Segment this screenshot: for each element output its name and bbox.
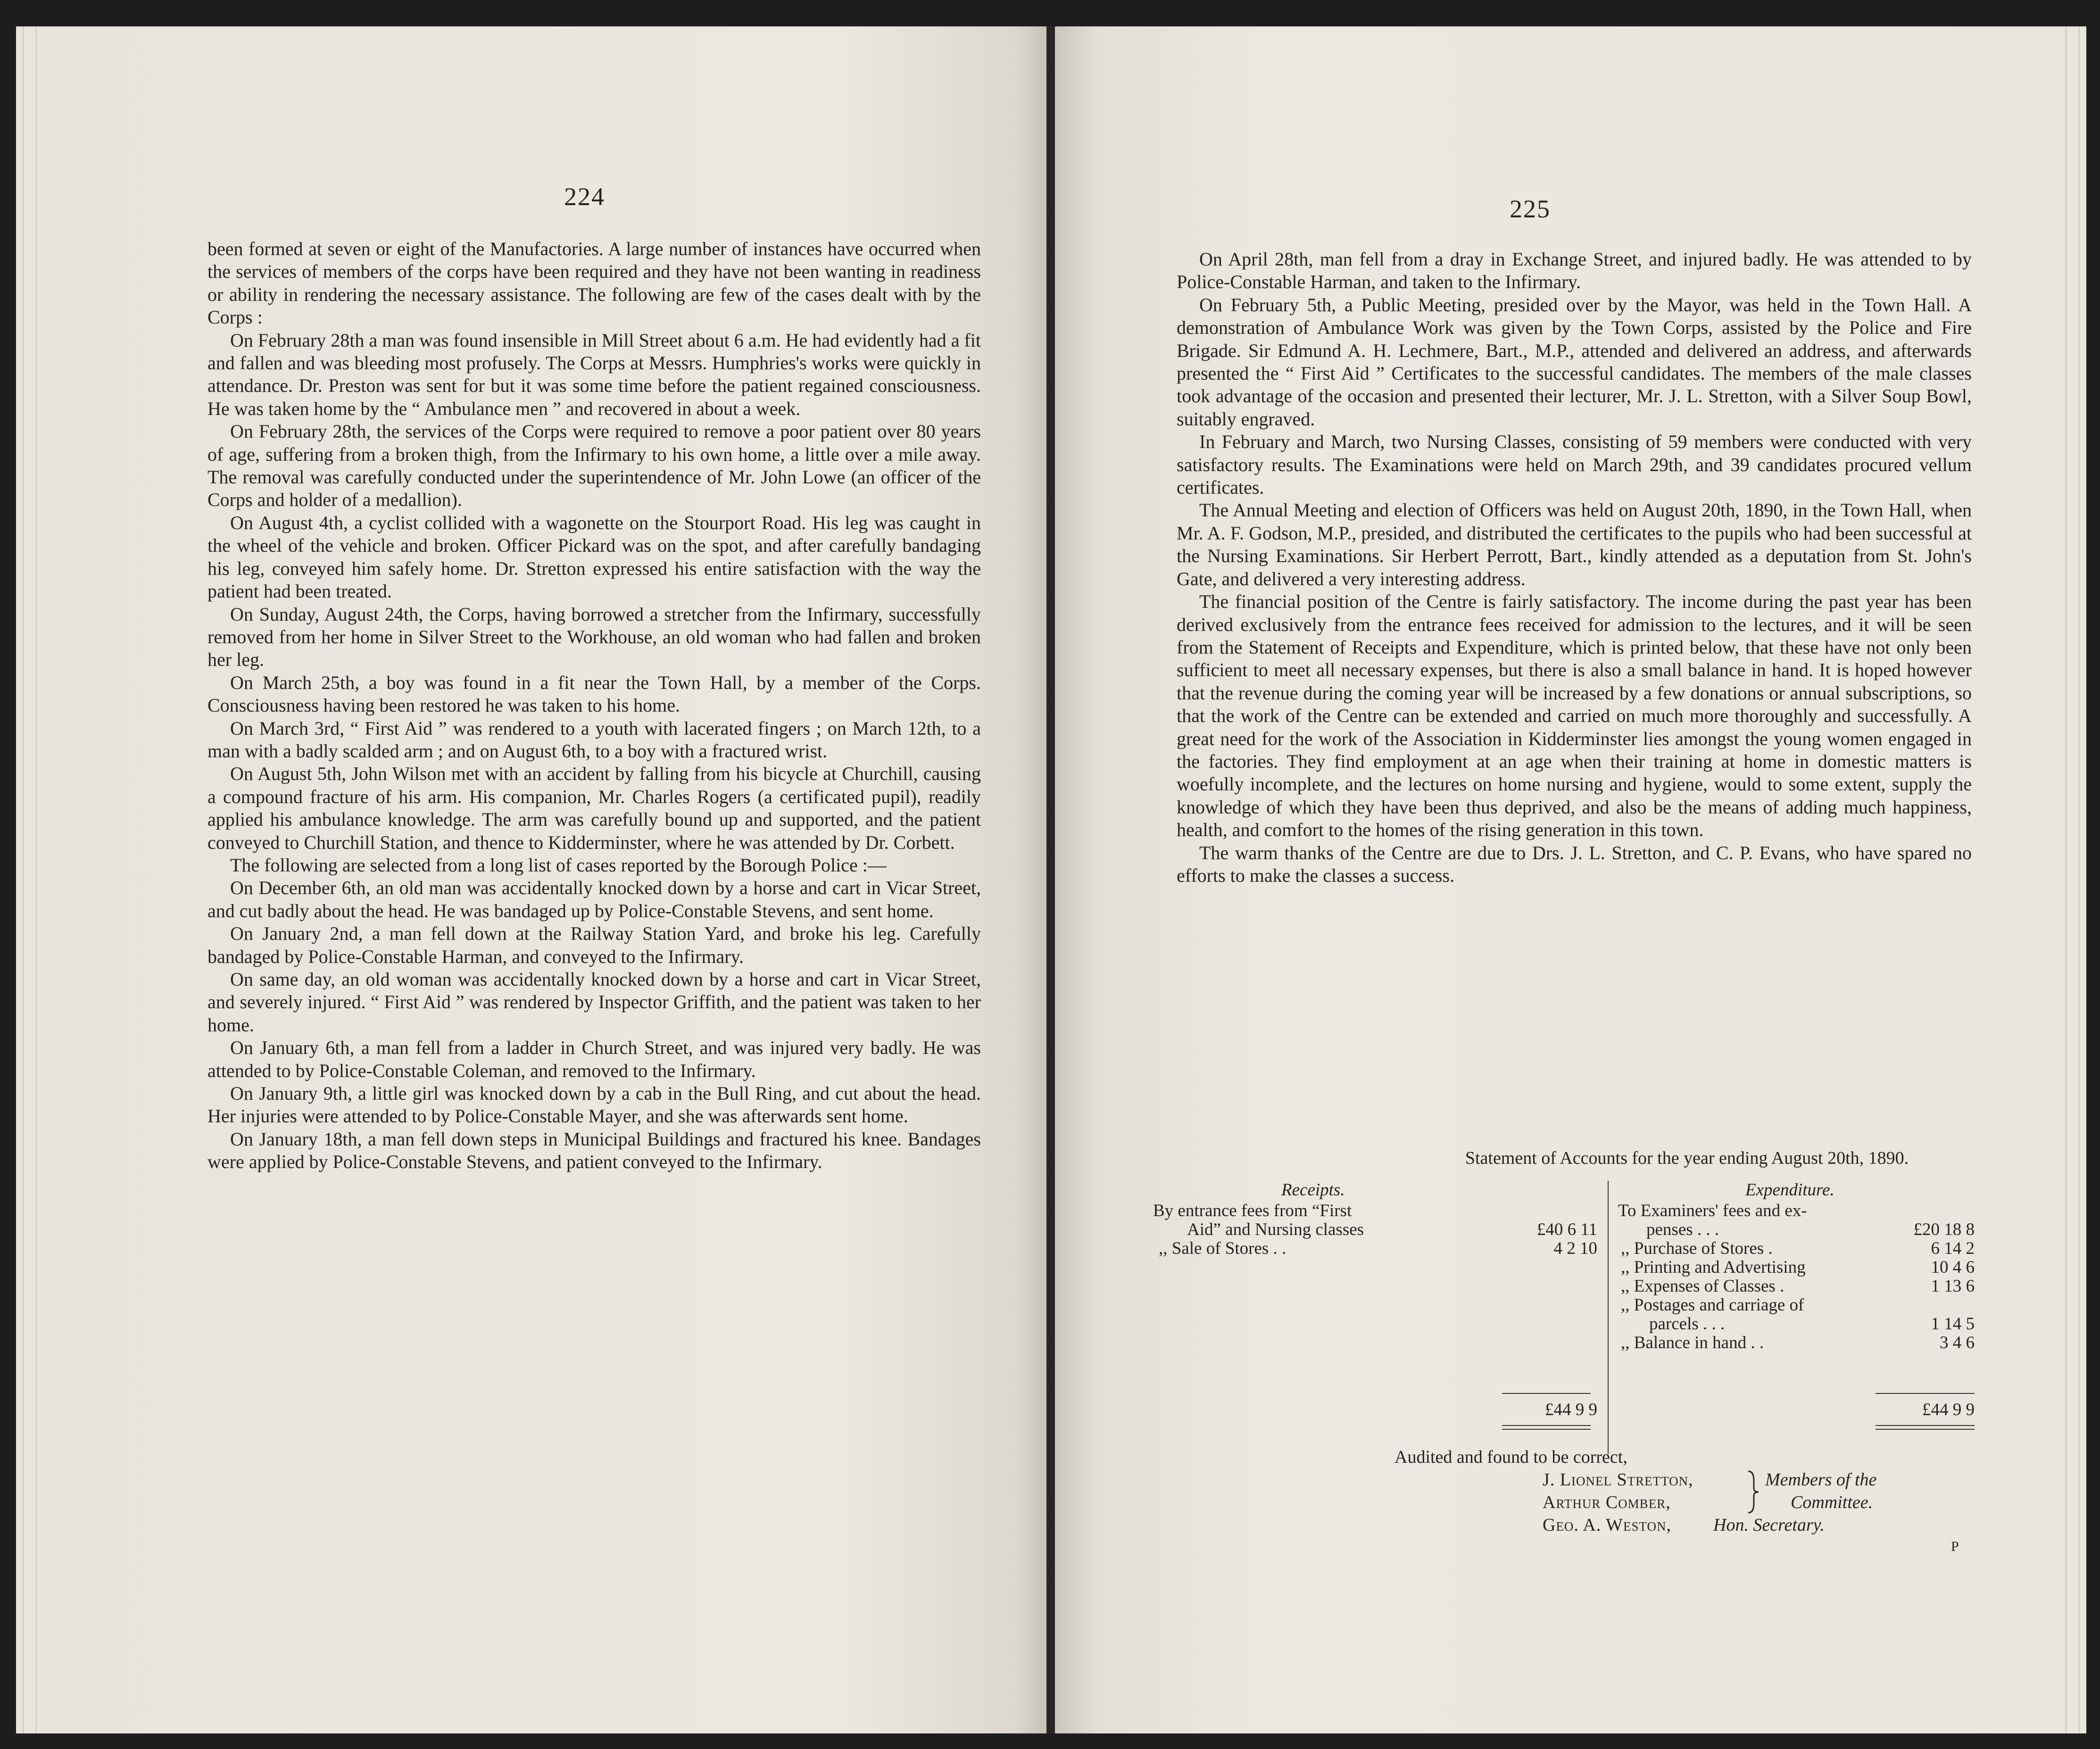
secretary-title: Hon. Secretary. bbox=[1713, 1515, 1825, 1535]
expenditure-total: £44 9 9 bbox=[1922, 1400, 1975, 1419]
receipts-heading: Receipts. bbox=[1281, 1180, 1345, 1200]
right-page bbox=[1055, 26, 2086, 1733]
paragraph: The following are selected from a long list of cases reported by the Borough Police :— bbox=[230, 854, 887, 876]
paragraph: On February 5th, a Public Meeting, presided over by the Mayor, was held in the Town Hall. A demonstration of Ambulance Work was given by the Town Corps, assisted by the Police and Fire Brigade. Sir Edmund A. H. Lechmere, Bart., M.P., attended and delivered an address, and afterwards presented the “ First Aid ” Certificates to the successful candidates. The members of the male classes took advantage of the occasion and presented their lecturer, Mr. J. L. Stretton, with a Silver Soup Bowl, suitably engraved. bbox=[1177, 294, 1972, 430]
paragraph: On April 28th, man fell from a dray in Exchange Street, and injured badly. He was attended to by Police-Constable Harman, and taken to the Infirmary. bbox=[1177, 249, 1972, 293]
auditor-name: Arthur Comber, bbox=[1543, 1492, 1671, 1512]
expenditure-amount: 10 4 6 bbox=[1931, 1258, 1975, 1277]
paragraph: On March 25th, a boy was found in a fit near the Town Hall, by a member of the Corps. Consciousness having been restored he was taken to his home. bbox=[208, 671, 981, 716]
expenditure-line: ,, Balance in hand . . bbox=[1621, 1333, 1764, 1352]
page-number: 224 bbox=[564, 182, 605, 211]
left-page-body bbox=[208, 238, 981, 1174]
total-rule bbox=[1502, 1393, 1591, 1394]
receipt-line: By entrance fees from “First bbox=[1153, 1201, 1352, 1220]
committee-label: Committee. bbox=[1791, 1492, 1873, 1512]
paragraph: On January 2nd, a man fell down at the Railway Station Yard, and broke his leg. Carefully bandaged by Police-Constable Harman, and conveyed to the Infirmary. bbox=[208, 923, 981, 967]
paragraph: On January 6th, a man fell from a ladder in Church Street, and was injured very badly. He was attended to by Police-Constable Coleman, and removed to the Infirmary. bbox=[208, 1037, 981, 1081]
committee-label: Members of the bbox=[1765, 1470, 1877, 1490]
paragraph: On Sunday, August 24th, the Corps, having borrowed a stretcher from the Infirmary, successfully removed from her home in Silver Street to the Workhouse, an old woman who had fallen and broken her leg. bbox=[208, 603, 981, 671]
paragraph: On March 3rd, “ First Aid ” was rendered to a youth with lacerated fingers ; on March 12th, to a man with a badly scalded arm ; and on August 6th, to a boy with a fractured wrist. bbox=[208, 717, 981, 762]
paragraph: On December 6th, an old man was accidentally knocked down by a horse and cart in Vicar Street, and cut badly about the head. He was bandaged up by Police-Constable Stevens, and sent home. bbox=[208, 877, 981, 921]
paragraph: On August 4th, a cyclist collided with a wagonette on the Stourport Road. His leg was caught in the wheel of the vehicle and broken. Officer Pickard was on the spot, and after carefully bandaging his leg, conveyed him safely home. Dr. Stretton expressed his entire satisfaction with the way the patient had been treated. bbox=[208, 512, 981, 602]
expenditure-line: To Examiners' fees and ex- bbox=[1618, 1201, 1807, 1220]
expenditure-heading: Expenditure. bbox=[1745, 1180, 1834, 1200]
total-rule bbox=[1876, 1425, 1975, 1426]
expenditure-line: parcels . . . bbox=[1649, 1314, 1725, 1334]
paragraph: On January 18th, a man fell down steps in Municipal Buildings and fractured his knee. Bandages were applied by Police-Constable Stevens, and patient conveyed to the Infirmary. bbox=[208, 1128, 981, 1173]
book-spread bbox=[16, 26, 2086, 1733]
total-rule bbox=[1876, 1393, 1975, 1394]
paragraph: On August 5th, John Wilson met with an accident by falling from his bicycle at Churchill, causing a compound fracture of his arm. His companion, Mr. Charles Rogers (a certificated pupil), readily applied his ambulance knowledge. The arm was carefully bound up and supported, and the patient conveyed to Churchill Station, and thence to Kidderminster, where he was attended by Dr. Corbett. bbox=[208, 763, 981, 853]
expenditure-amount: 6 14 2 bbox=[1931, 1239, 1975, 1258]
paragraph: On same day, an old woman was accidentally knocked down by a horse and cart in Vicar Street, and severely injured. “ First Aid ” was rendered by Inspector Griffith, and the patient was taken to her home. bbox=[208, 969, 981, 1036]
receipt-line: ,, Sale of Stores . . bbox=[1159, 1239, 1287, 1258]
signature-mark: P bbox=[1951, 1539, 1959, 1554]
receipt-amount: 4 2 10 bbox=[1553, 1239, 1597, 1258]
secretary-name: Geo. A. Weston, bbox=[1543, 1515, 1671, 1535]
total-rule bbox=[1876, 1429, 1975, 1430]
book-gutter bbox=[1046, 26, 1055, 1733]
paragraph: In February and March, two Nursing Classes, consisting of 59 members were conducted with very satisfactory results. The Examinations were held on March 29th, and 39 candidates procured vellum certificates. bbox=[1177, 431, 1972, 498]
paragraph: been formed at seven or eight of the Manufactories. A large number of instances have occurred when the services of members of the corps have been required and they have not been wanting in readiness or ability in rendering the necessary assistance. The following are few of the cases dealt with by the Corps : bbox=[208, 238, 981, 328]
expenditure-amount: £20 18 8 bbox=[1913, 1220, 1975, 1239]
page-number: 225 bbox=[1510, 195, 1551, 223]
expenditure-amount: 1 14 5 bbox=[1931, 1314, 1975, 1334]
paragraph: The warm thanks of the Centre are due to Drs. J. L. Stretton, and C. P. Evans, who have spared no efforts to make the classes a success. bbox=[1177, 842, 1972, 886]
auditor-name: J. Lionel Stretton, bbox=[1543, 1470, 1693, 1490]
expenditure-line: ,, Postages and carriage of bbox=[1621, 1295, 1804, 1315]
page-edge-lines bbox=[23, 26, 37, 1733]
paragraph: On February 28th a man was found insensible in Mill Street about 6 a.m. He had evidently had a fit and fallen and was bleeding most profusely. The Corps at Messrs. Humphries's works were quickly in attendance. Dr. Preston was sent for but it was some time before the patient regained consciousness. He was taken home by the “ Ambulance men ” and recovered in about a week. bbox=[208, 329, 981, 419]
column-divider bbox=[1608, 1181, 1609, 1454]
receipts-total: £44 9 9 bbox=[1545, 1400, 1597, 1419]
total-rule bbox=[1502, 1425, 1591, 1426]
left-page bbox=[16, 26, 1046, 1733]
paragraph: On January 9th, a little girl was knocked down by a cab in the Bull Ring, and cut about the head. Her injuries were attended to by Police-Constable Mayer, and she was afterwards sent home. bbox=[208, 1083, 981, 1127]
paragraph: The financial position of the Centre is fairly satisfactory. The income during the past year has been derived exclusively from the entrance fees received for admission to the lectures, and it will be seen from the Statement of Receipts and Expenditure, which is printed below, that these have not only been sufficient to meet all necessary expenses, but there is also a small balance in hand. It is hoped however that the revenue during the coming year will be increased by a few donations or annual subscriptions, so that the work of the Centre can be extended and carried on much more thoroughly and successfully. A great need for the work of the Association in Kidderminster lies amongst the young women engaged in the factories. They find employment at an age when their training at home in domestic matters is woefully incomplete, and the lectures on home nursing and hygiene, would to some extent, supply the knowledge of which they have been thus deprived, and also be the means of adding much happiness, health, and comfort to the homes of the rising generation in this town. bbox=[1177, 591, 1972, 841]
statement-title: Statement of Accounts for the year ending August 20th, 1890. bbox=[1465, 1148, 1909, 1168]
expenditure-line: ,, Purchase of Stores . bbox=[1621, 1239, 1773, 1258]
expenditure-line: ,, Expenses of Classes . bbox=[1621, 1277, 1785, 1296]
audit-statement: Audited and found to be correct, bbox=[1394, 1447, 1627, 1467]
brace-icon bbox=[1746, 1469, 1760, 1515]
expenditure-amount: 3 4 6 bbox=[1940, 1333, 1975, 1352]
paragraph: On February 28th, the services of the Corps were required to remove a poor patient over 80 years of age, suffering from a broken thigh, from the Infirmary to his own home, a little over a mile away. The removal was carefully conducted under the superintendence of Mr. John Lowe (an officer of the Corps and holder of a medallion). bbox=[208, 421, 981, 511]
expenditure-amount: 1 13 6 bbox=[1931, 1277, 1975, 1296]
total-rule bbox=[1502, 1429, 1591, 1430]
paragraph: The Annual Meeting and election of Officers was held on August 20th, 1890, in the Town Hall, when Mr. A. F. Godson, M.P., presided, and distributed the certificates to the pupils who had been successful at the Nursing Examinations. Sir Herbert Perrott, Bart., kindly attended as a deputation from St. John's Gate, and delivered a very interesting address. bbox=[1177, 499, 1972, 589]
expenditure-line: ,, Printing and Advertising bbox=[1621, 1258, 1806, 1277]
receipt-amount: £40 6 11 bbox=[1536, 1220, 1597, 1239]
expenditure-line: penses . . . bbox=[1646, 1220, 1719, 1239]
receipt-line: Aid” and Nursing classes bbox=[1187, 1220, 1364, 1239]
